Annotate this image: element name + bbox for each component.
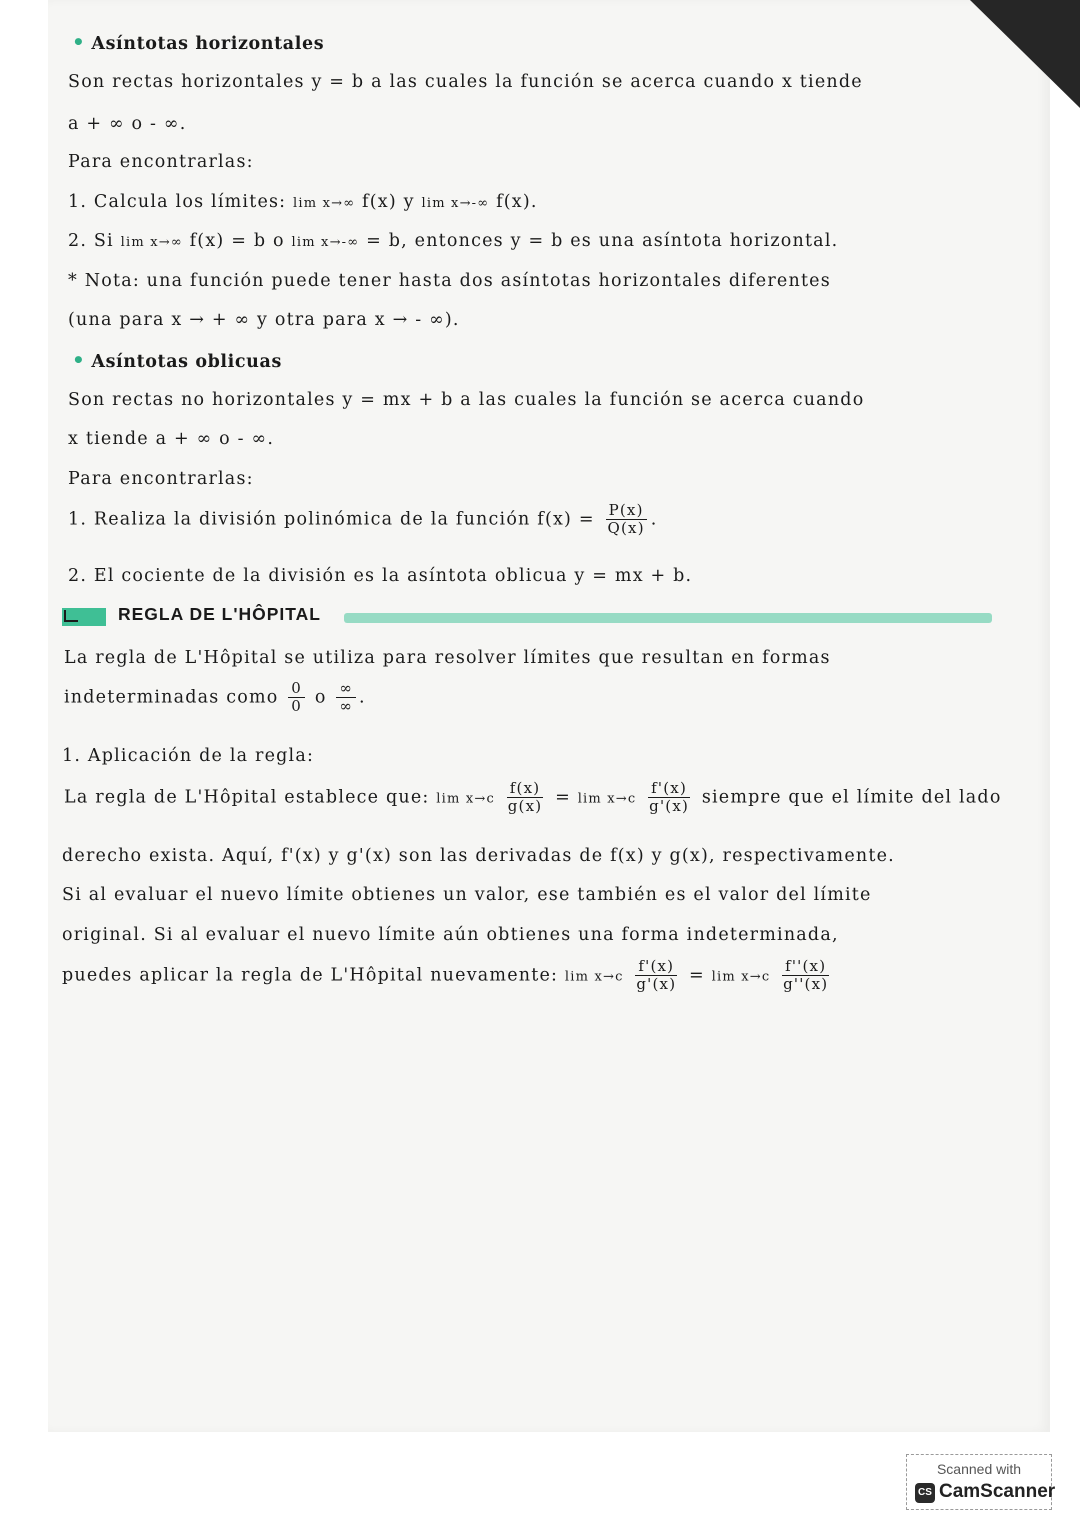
oblique-step-1: 1. Realiza la división polinómica de la función f(x) = $\frac{P(x)}{Q(x)}$ .	[68, 501, 658, 538]
lhopital-intro-2: indeterminadas como $\frac{0}{0}$ o $\frac{\infty}{\infty}$ .	[64, 679, 366, 716]
lhopital-intro-1: La regla de L'Hôpital se utiliza para resolver límites que resultan en formas	[64, 648, 831, 668]
limit-expression: lim x→c	[577, 791, 637, 807]
arrow-marker-icon	[62, 608, 106, 626]
section-title: REGLA DE L'HÔPITAL	[118, 604, 321, 624]
fraction: $\frac{P(x)}{Q(x)}$	[607, 501, 645, 538]
fraction: $\frac{f'(x)}{g'(x)}$	[649, 779, 690, 816]
limit-expression: lim x→∞	[293, 196, 356, 211]
fraction: $\frac{0}{0}$	[288, 680, 305, 716]
heading-oblique-asymptotes: • Asíntotas oblicuas	[72, 348, 282, 372]
fraction: $\frac{f'(x)}{g'(x)}$	[636, 957, 677, 994]
oblique-definition-1: Son rectas no horizontales y = mx + b a las cuales la función se acerca cuando	[68, 390, 865, 410]
fraction: $\frac{f(x)}{g(x)}$	[507, 779, 543, 816]
section-header-lhopital	[62, 604, 992, 632]
bullet-icon: •	[72, 30, 86, 54]
lhopital-rule: La regla de L'Hôpital establece que: lim x→c $\frac{f(x)}{g(x)}$ = lim x→c $\frac{f'(x)}{g'(x)}$ siempre que el límite del lado	[64, 779, 1002, 816]
highlight-underline	[344, 613, 992, 623]
limit-expression: lim x→∞	[120, 235, 183, 250]
lhopital-application-title: 1. Aplicación de la regla:	[62, 746, 315, 766]
lhopital-paragraph-3: original. Si al evaluar el nuevo límite aún obtienes una forma indeterminada,	[62, 925, 839, 945]
limit-expression: lim x→-∞	[421, 196, 490, 211]
lhopital-paragraph-1: derecho exista. Aquí, f'(x) y g'(x) son las derivadas de f(x) y g(x), respectivamente.	[62, 846, 895, 866]
limit-expression: lim x→-∞	[291, 235, 360, 250]
camscanner-badge	[906, 1454, 1056, 1510]
fraction: $\frac{\infty}{\infty}$	[336, 680, 356, 716]
horizontal-step-2: 2. Si lim x→∞ f(x) = b o lim x→-∞ = b, entonces y = b es una asíntota horizontal.	[68, 231, 839, 251]
limit-expression: lim x→c	[711, 969, 771, 985]
horizontal-definition-1: Son rectas horizontales y = b a las cuales la función se acerca cuando x tiende	[68, 72, 863, 92]
notebook-page	[48, 0, 1050, 1432]
horizontal-step-1: 1. Calcula los límites: lim x→∞ f(x) y lim x→-∞ f(x).	[68, 192, 538, 212]
oblique-find-label: Para encontrarlas:	[68, 469, 254, 489]
lhopital-paragraph-4: puedes aplicar la regla de L'Hôpital nuevamente: lim x→c $\frac{f'(x)}{g'(x)}$ = lim x→c $\frac{f''(x)}{g''(x)}$	[62, 958, 834, 994]
limit-expression: lim x→c	[436, 791, 495, 807]
bullet-icon: •	[72, 348, 86, 372]
page-corner-shadow	[970, 0, 1080, 108]
fraction: $\frac{f''(x)}{g''(x)}$	[783, 957, 829, 994]
camscanner-logo-icon: CS	[915, 1483, 935, 1503]
oblique-definition-2: x tiende a + ∞ o - ∞.	[68, 429, 275, 449]
lhopital-paragraph-2: Si al evaluar el nuevo límite obtienes un valor, ese también es el valor del límite	[62, 885, 872, 905]
horizontal-find-label: Para encontrarlas:	[68, 152, 254, 172]
heading-horizontal-asymptotes: • Asíntotas horizontales	[72, 30, 325, 54]
horizontal-definition-2: a + ∞ o - ∞.	[68, 114, 187, 134]
horizontal-note-2: (una para x → + ∞ y otra para x → - ∞).	[68, 310, 460, 330]
limit-expression: lim x→c	[564, 969, 624, 985]
scanned-with-label: Scanned with	[936, 1461, 1022, 1477]
horizontal-note-1: * Nota: una función puede tener hasta dos asíntotas horizontales diferentes	[68, 271, 831, 291]
oblique-step-2: 2. El cociente de la división es la asíntota oblicua y = mx + b.	[68, 566, 693, 586]
camscanner-brand: CamScanner	[939, 1481, 1056, 1502]
